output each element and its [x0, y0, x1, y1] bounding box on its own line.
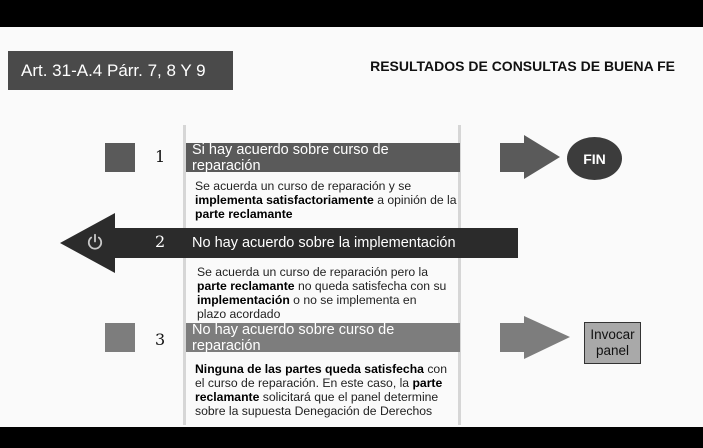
emphasis-text: parte reclamante [197, 279, 295, 293]
row-number-2: 2 [155, 232, 166, 251]
page-title: RESULTADOS DE CONSULTAS DE BUENA FE [370, 58, 675, 74]
description-text: a opinión de la [373, 193, 457, 207]
description-text: solicitará que el panel determine sobre la supuesta Denegación de Derechos [195, 390, 439, 418]
emphasis-text: parte reclamante [195, 207, 293, 221]
emphasis-text: implementa satisfactoriamente [195, 193, 374, 207]
emphasis-text: parte reclamante [195, 376, 443, 404]
description-text: o no se implementa en plazo acordado [197, 293, 417, 321]
row1-arrow-tail [105, 143, 135, 172]
row-title-2: No hay acuerdo sobre la implementación [192, 235, 456, 251]
emphasis-text: Ninguna de las partes queda satisfecha [195, 362, 424, 376]
description-text: Se acuerda un curso de reparación y se [195, 179, 412, 193]
description-text: con el curso de reparación. En este caso, la [195, 362, 447, 390]
description-text: Se acuerda un curso de reparación pero la [197, 265, 429, 279]
description-text: no queda satisfecha con su [294, 279, 447, 293]
article-badge: Art. 31-A.4 Párr. 7, 8 Y 9 [8, 51, 233, 90]
row-number-3: 3 [155, 330, 166, 349]
row-title-3: No hay acuerdo sobre curso de reparación [192, 321, 395, 354]
row3-arrow-head [500, 316, 570, 359]
row1-arrow-head [500, 135, 560, 179]
row-description-3 [195, 362, 457, 418]
row-description-1 [195, 179, 457, 221]
emphasis-text: implementación [197, 293, 290, 307]
row-description-2 [197, 265, 447, 321]
invocar-panel-box: Invocar panel [584, 322, 641, 364]
row3-arrow-tail [105, 323, 135, 352]
row-title-1: Si hay acuerdo sobre curso de reparación [192, 141, 389, 174]
row-number-1: 1 [155, 147, 166, 166]
power-icon [86, 233, 104, 251]
fin-node: FIN [567, 137, 622, 180]
